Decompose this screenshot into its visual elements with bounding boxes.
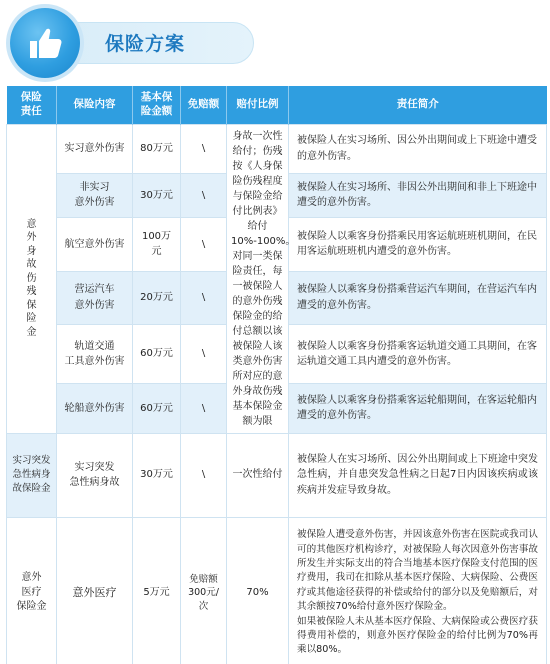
group-name-accident-death: 意 外 身 故 伤 残 保 险 金 bbox=[7, 124, 57, 433]
description-cell: 被保险人以乘客身份搭乘民用客运航班班机期间，在民用客运航班班机内遭受的意外伤害。 bbox=[289, 218, 547, 271]
amount-cell: 30万元 bbox=[133, 433, 181, 517]
thumbs-up-badge bbox=[10, 8, 80, 78]
description-cell: 被保险人以乘客身份搭乘客运轨道交通工具期间，在客运轨道交通工具内遭受的意外伤害。 bbox=[289, 324, 547, 384]
deductible-cell: \ bbox=[181, 324, 227, 384]
amount-cell: 60万元 bbox=[133, 384, 181, 433]
page-title: 保险方案 bbox=[105, 33, 186, 55]
section-header bbox=[10, 8, 280, 78]
amount-cell: 20万元 bbox=[133, 271, 181, 324]
content-cell: 航空意外伤害 bbox=[57, 218, 133, 271]
content-cell: 轨道交通 工具意外伤害 bbox=[57, 324, 133, 384]
group-name-accident-medical: 意外 医疗 保险金 bbox=[7, 517, 57, 664]
header-description: 责任简介 bbox=[289, 86, 547, 124]
group-name-sudden-illness: 实习突发 急性病身 故保险金 bbox=[7, 433, 57, 517]
description-cell: 被保险人以乘客身份搭乘客运轮船期间，在客运轮船内遭受的意外伤害。 bbox=[289, 384, 547, 433]
amount-cell: 30万元 bbox=[133, 173, 181, 218]
header-content: 保险内容 bbox=[57, 86, 133, 124]
ratio-cell-sudden-illness: 一次性给付 bbox=[227, 433, 289, 517]
header-deductible: 免赔额 bbox=[181, 86, 227, 124]
header-liability: 保险 责任 bbox=[7, 86, 57, 124]
insurance-plan-table bbox=[6, 86, 547, 664]
medical-description-main: 被保险人遭受意外伤害，并因该意外伤害在医院或我司认可的其他医疗机构诊疗，对被保险人每次因意外伤害事故所发生并实际支出的符合当地基本医疗保险支付范围的医疗费用，我司在扣除从基本医疗保险、大病保险、公费医疗或其他途径获得的补偿或给付的部分以及免赔额后，对其余额按70%给付意外医疗保险金。 bbox=[297, 529, 538, 613]
deductible-cell: 免赔额 300元/次 bbox=[181, 517, 227, 664]
deductible-cell: \ bbox=[181, 173, 227, 218]
table-row bbox=[7, 433, 547, 517]
table-row bbox=[7, 517, 547, 664]
description-cell: 被保险人以乘客身份搭乘营运汽车期间，在营运汽车内遭受的意外伤害。 bbox=[289, 271, 547, 324]
description-cell: 被保险人在实习场所、非因公外出期间和非上下班途中遭受的意外伤害。 bbox=[289, 173, 547, 218]
amount-cell: 100万元 bbox=[133, 218, 181, 271]
ratio-cell-accident-medical: 70% bbox=[227, 517, 289, 664]
content-cell: 轮船意外伤害 bbox=[57, 384, 133, 433]
deductible-cell: \ bbox=[181, 124, 227, 173]
description-cell: 被保险人在实习场所、因公外出期间或上下班途中突发急性病，并自患突发急性病之日起7日内因该疾病或该疾病并发症导致身故。 bbox=[289, 433, 547, 517]
header-amount: 基本保 险金额 bbox=[133, 86, 181, 124]
table-header-row bbox=[7, 86, 547, 124]
deductible-cell: \ bbox=[181, 218, 227, 271]
content-cell: 实习突发 急性病身故 bbox=[57, 433, 133, 517]
medical-description-note: 如果被保险人未从基本医疗保险、大病保险或公费医疗获得费用补偿的，则意外医疗保险金的给付比例为70%再乘以80%。 bbox=[297, 615, 538, 656]
amount-cell: 80万元 bbox=[133, 124, 181, 173]
content-cell: 意外医疗 bbox=[57, 517, 133, 664]
description-cell: 被保险人在实习场所、因公外出期间或上下班途中遭受的意外伤害。 bbox=[289, 124, 547, 173]
amount-cell: 60万元 bbox=[133, 324, 181, 384]
content-cell: 营运汽车 意外伤害 bbox=[57, 271, 133, 324]
thumbs-up-icon bbox=[24, 22, 66, 64]
description-cell bbox=[289, 517, 547, 664]
deductible-cell: \ bbox=[181, 271, 227, 324]
table-row bbox=[7, 124, 547, 173]
deductible-cell: \ bbox=[181, 384, 227, 433]
content-cell: 实习意外伤害 bbox=[57, 124, 133, 173]
header-ratio: 赔付比例 bbox=[227, 86, 289, 124]
deductible-cell: \ bbox=[181, 433, 227, 517]
amount-cell: 5万元 bbox=[133, 517, 181, 664]
ratio-cell-accident-death: 身故一次性给付；伤残按《人身保险伤残程度与保险金给付比例表》给付10%-100%。对同一类保险责任，每一被保险人的意外伤残保险金的给付总额以该被保险人该类意外伤害所对应的意外身故伤残基本保险金额为限 bbox=[227, 124, 289, 433]
content-cell: 非实习 意外伤害 bbox=[57, 173, 133, 218]
